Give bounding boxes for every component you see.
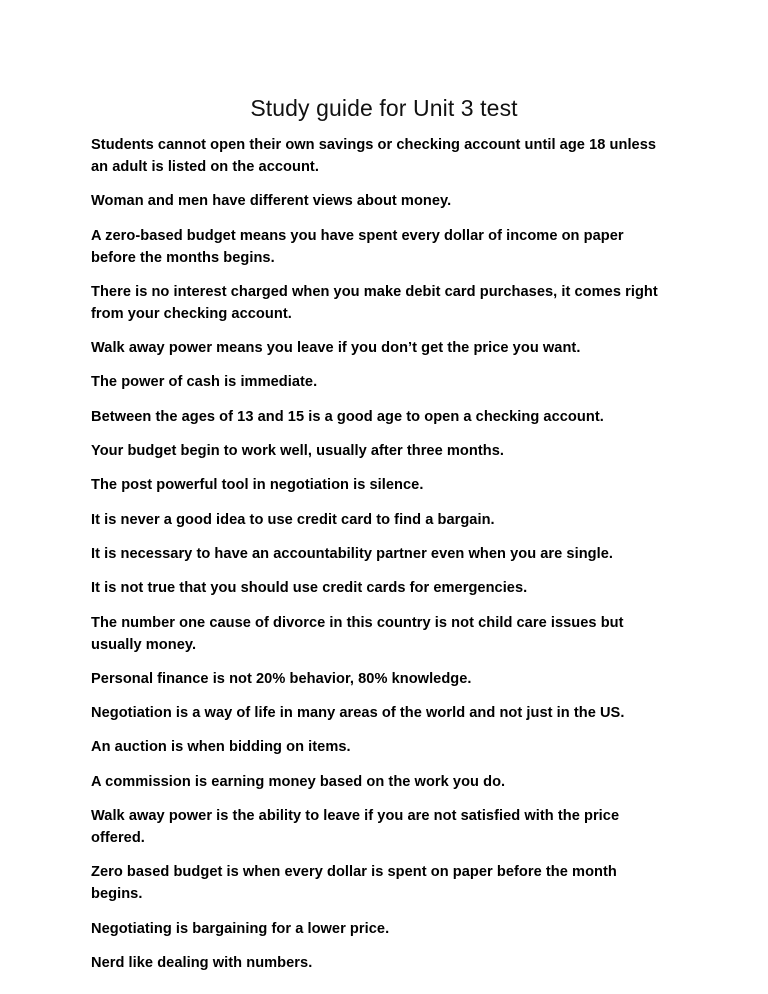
study-guide-statements	[91, 134, 661, 986]
statement-paragraph: An auction is when bidding on items.	[91, 739, 351, 756]
statement-paragraph: The post powerful tool in negotiation is silence.	[91, 477, 424, 494]
statement-paragraph: The power of cash is immediate.	[91, 374, 318, 391]
statement-paragraph: Personal finance is not 20% behavior, 80% knowledge.	[91, 670, 472, 687]
statement-paragraph: Zero based budget is when every dollar is spent on paper before the month begins.	[91, 864, 617, 903]
statement-paragraph: Negotiation is a way of life in many areas of the world and not just in the US.	[91, 705, 625, 722]
statement-paragraph: Students cannot open their own savings or checking account until age 18 unless an adult is listed on the account.	[91, 137, 657, 175]
statement-paragraph: Your budget begin to work well, usually after three months.	[91, 443, 504, 460]
statement-paragraph: A zero-based budget means you have spent every dollar of income on paper before the months begins.	[91, 227, 624, 266]
statement-paragraph: Woman and men have different views about money.	[91, 193, 452, 210]
statement-paragraph: It is not true that you should use credit cards for emergencies.	[91, 580, 528, 597]
statement-paragraph: There is no interest charged when you make debit card purchases, it comes right from your checking account.	[91, 283, 658, 322]
statement-paragraph: Nerd like dealing with numbers.	[91, 954, 313, 971]
document-title: Study guide for Unit 3 test	[250, 95, 518, 121]
statement-paragraph: The number one cause of divorce in this country is not child care issues but usually money.	[91, 614, 624, 653]
statement-paragraph: A commission is earning money based on the work you do.	[91, 773, 506, 790]
statement-paragraph: Walk away power means you leave if you don’t get the price you want.	[91, 340, 581, 357]
statement-paragraph: It is never a good idea to use credit card to find a bargain.	[91, 511, 495, 528]
statement-paragraph: Between the ages of 13 and 15 is a good age to open a checking account.	[91, 408, 604, 425]
statement-paragraph: It is necessary to have an accountability partner even when you are single.	[91, 545, 614, 562]
statement-paragraph: Negotiating is bargaining for a lower price.	[91, 920, 390, 937]
statement-paragraph: Walk away power is the ability to leave if you are not satisfied with the price offered.	[91, 808, 620, 847]
